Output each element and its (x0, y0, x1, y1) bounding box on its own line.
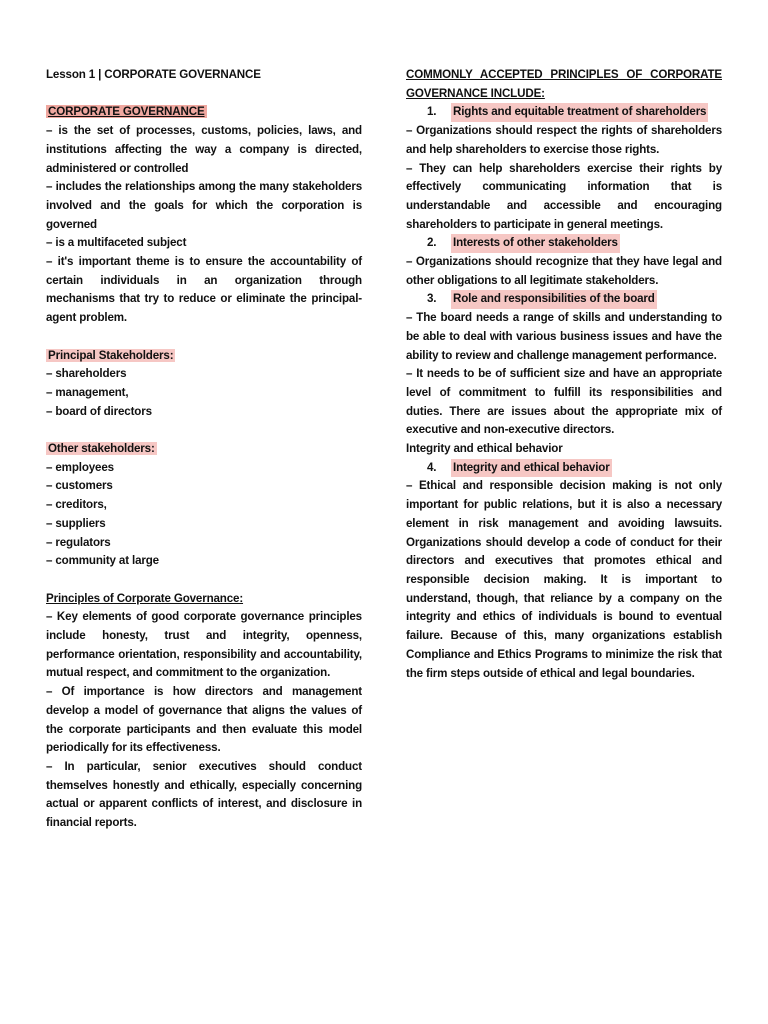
lesson-title: Lesson 1 | CORPORATE GOVERNANCE (46, 68, 261, 81)
principal-item: – shareholders (46, 367, 127, 381)
other-item: – regulators (46, 535, 111, 549)
cg-definition-3: – is a multifaceted subject (46, 236, 187, 250)
item1-paragraph-2: – They can help shareholders exercise their rights by effectively communicating information that is understandable and accessible and encouraging shareholders to participate in general meetings. (406, 161, 722, 231)
item2-paragraph-1: – Organizations should recognize that they have legal and other obligations to all legitimate stakeholders. (406, 255, 722, 287)
other-item: – creditors, (46, 498, 107, 512)
other-item: – employees (46, 460, 114, 474)
principle-item-4 (406, 459, 722, 478)
principles-heading: Principles of Corporate Governance: (46, 591, 244, 605)
cg-definition-1: – is the set of processes, customs, policies, laws, and institutions affecting the way a company is directed, administered or controlled (46, 124, 362, 175)
principles-paragraph-3: – In particular, senior executives should conduct themselves honestly and ethically, especially concerning actual or apparent conflicts of interest, and disclosure in financial reports. (46, 759, 362, 830)
item4-paragraph-1: – Ethical and responsible decision making is not only important for public relations, but it is also a necessary element in risk management and avoiding lawsuits. Organizations should develop a code of conduct for their directors and executives that promotes ethical and responsible decision making. It is important to understand, though, that reliance by a company on the integrity and ethics of individuals is bound to eventual failure. Because of this, many organizations establish Compliance and Ethics Programs to minimize the risk that the firm steps outside of ethical and legal boundaries. (406, 479, 722, 680)
item-number: 1. (427, 105, 437, 119)
item-title: Integrity and ethical behavior (451, 459, 612, 478)
item3-paragraph-3: Integrity and ethical behavior (406, 442, 563, 456)
item-title: Role and responsibilities of the board (451, 290, 657, 309)
item-number: 3. (427, 292, 437, 306)
principles-list-heading: COMMONLY ACCEPTED PRINCIPLES OF CORPORATE GOVERNANCE INCLUDE: (406, 68, 722, 100)
principles-paragraph-1: – Key elements of good corporate governance principles include honesty, trust and integrity, openness, performance orientation, responsibility and accountability, mutual respect, and commitment to the organization. (46, 610, 362, 680)
other-stakeholders-heading (46, 440, 362, 459)
cg-heading (46, 103, 362, 122)
principle-item-1 (406, 103, 722, 122)
cg-definition-2: – includes the relationships among the many stakeholders involved and the goals for which the corporation is governed (46, 180, 362, 231)
item-title: Interests of other stakeholders (451, 234, 620, 253)
left-column (46, 66, 362, 833)
item3-paragraph-1: – The board needs a range of skills and understanding to be able to deal with various business issues and have the ability to review and challenge management performance. (406, 311, 722, 362)
principal-stakeholders-heading (46, 347, 362, 366)
cg-definition-4: – it's important theme is to ensure the accountability of certain individuals in an organization through mechanisms that try to reduce or eliminate the principal-agent problem. (46, 255, 362, 325)
principal-stakeholders-heading-text: Principal Stakeholders: (48, 348, 174, 362)
item-number: 2. (427, 236, 437, 250)
principal-item: – board of directors (46, 404, 152, 418)
principle-item-3 (406, 290, 722, 309)
principles-paragraph-2: – Of importance is how directors and management develop a model of governance that aligns the values of the corporate participants and then evaluate this model periodically for its effectiveness. (46, 685, 362, 755)
item-title: Rights and equitable treatment of shareholders (451, 103, 708, 122)
principle-item-2 (406, 234, 722, 253)
item-number: 4. (427, 460, 437, 474)
principal-item: – management, (46, 385, 129, 399)
other-stakeholders-heading-text: Other stakeholders: (48, 442, 155, 456)
other-item: – suppliers (46, 516, 106, 530)
other-item: – customers (46, 479, 113, 493)
right-column (406, 66, 722, 683)
item3-paragraph-2: – It needs to be of sufficient size and have an appropriate level of commitment to fulfill its responsibilities and duties. There are issues about the appropriate mix of executive and non-executive directors. (406, 367, 722, 437)
item1-paragraph-1: – Organizations should respect the rights of shareholders and help shareholders to exercise those rights. (406, 124, 722, 156)
cg-heading-text: CORPORATE GOVERNANCE (48, 105, 205, 119)
other-item: – community at large (46, 554, 159, 568)
